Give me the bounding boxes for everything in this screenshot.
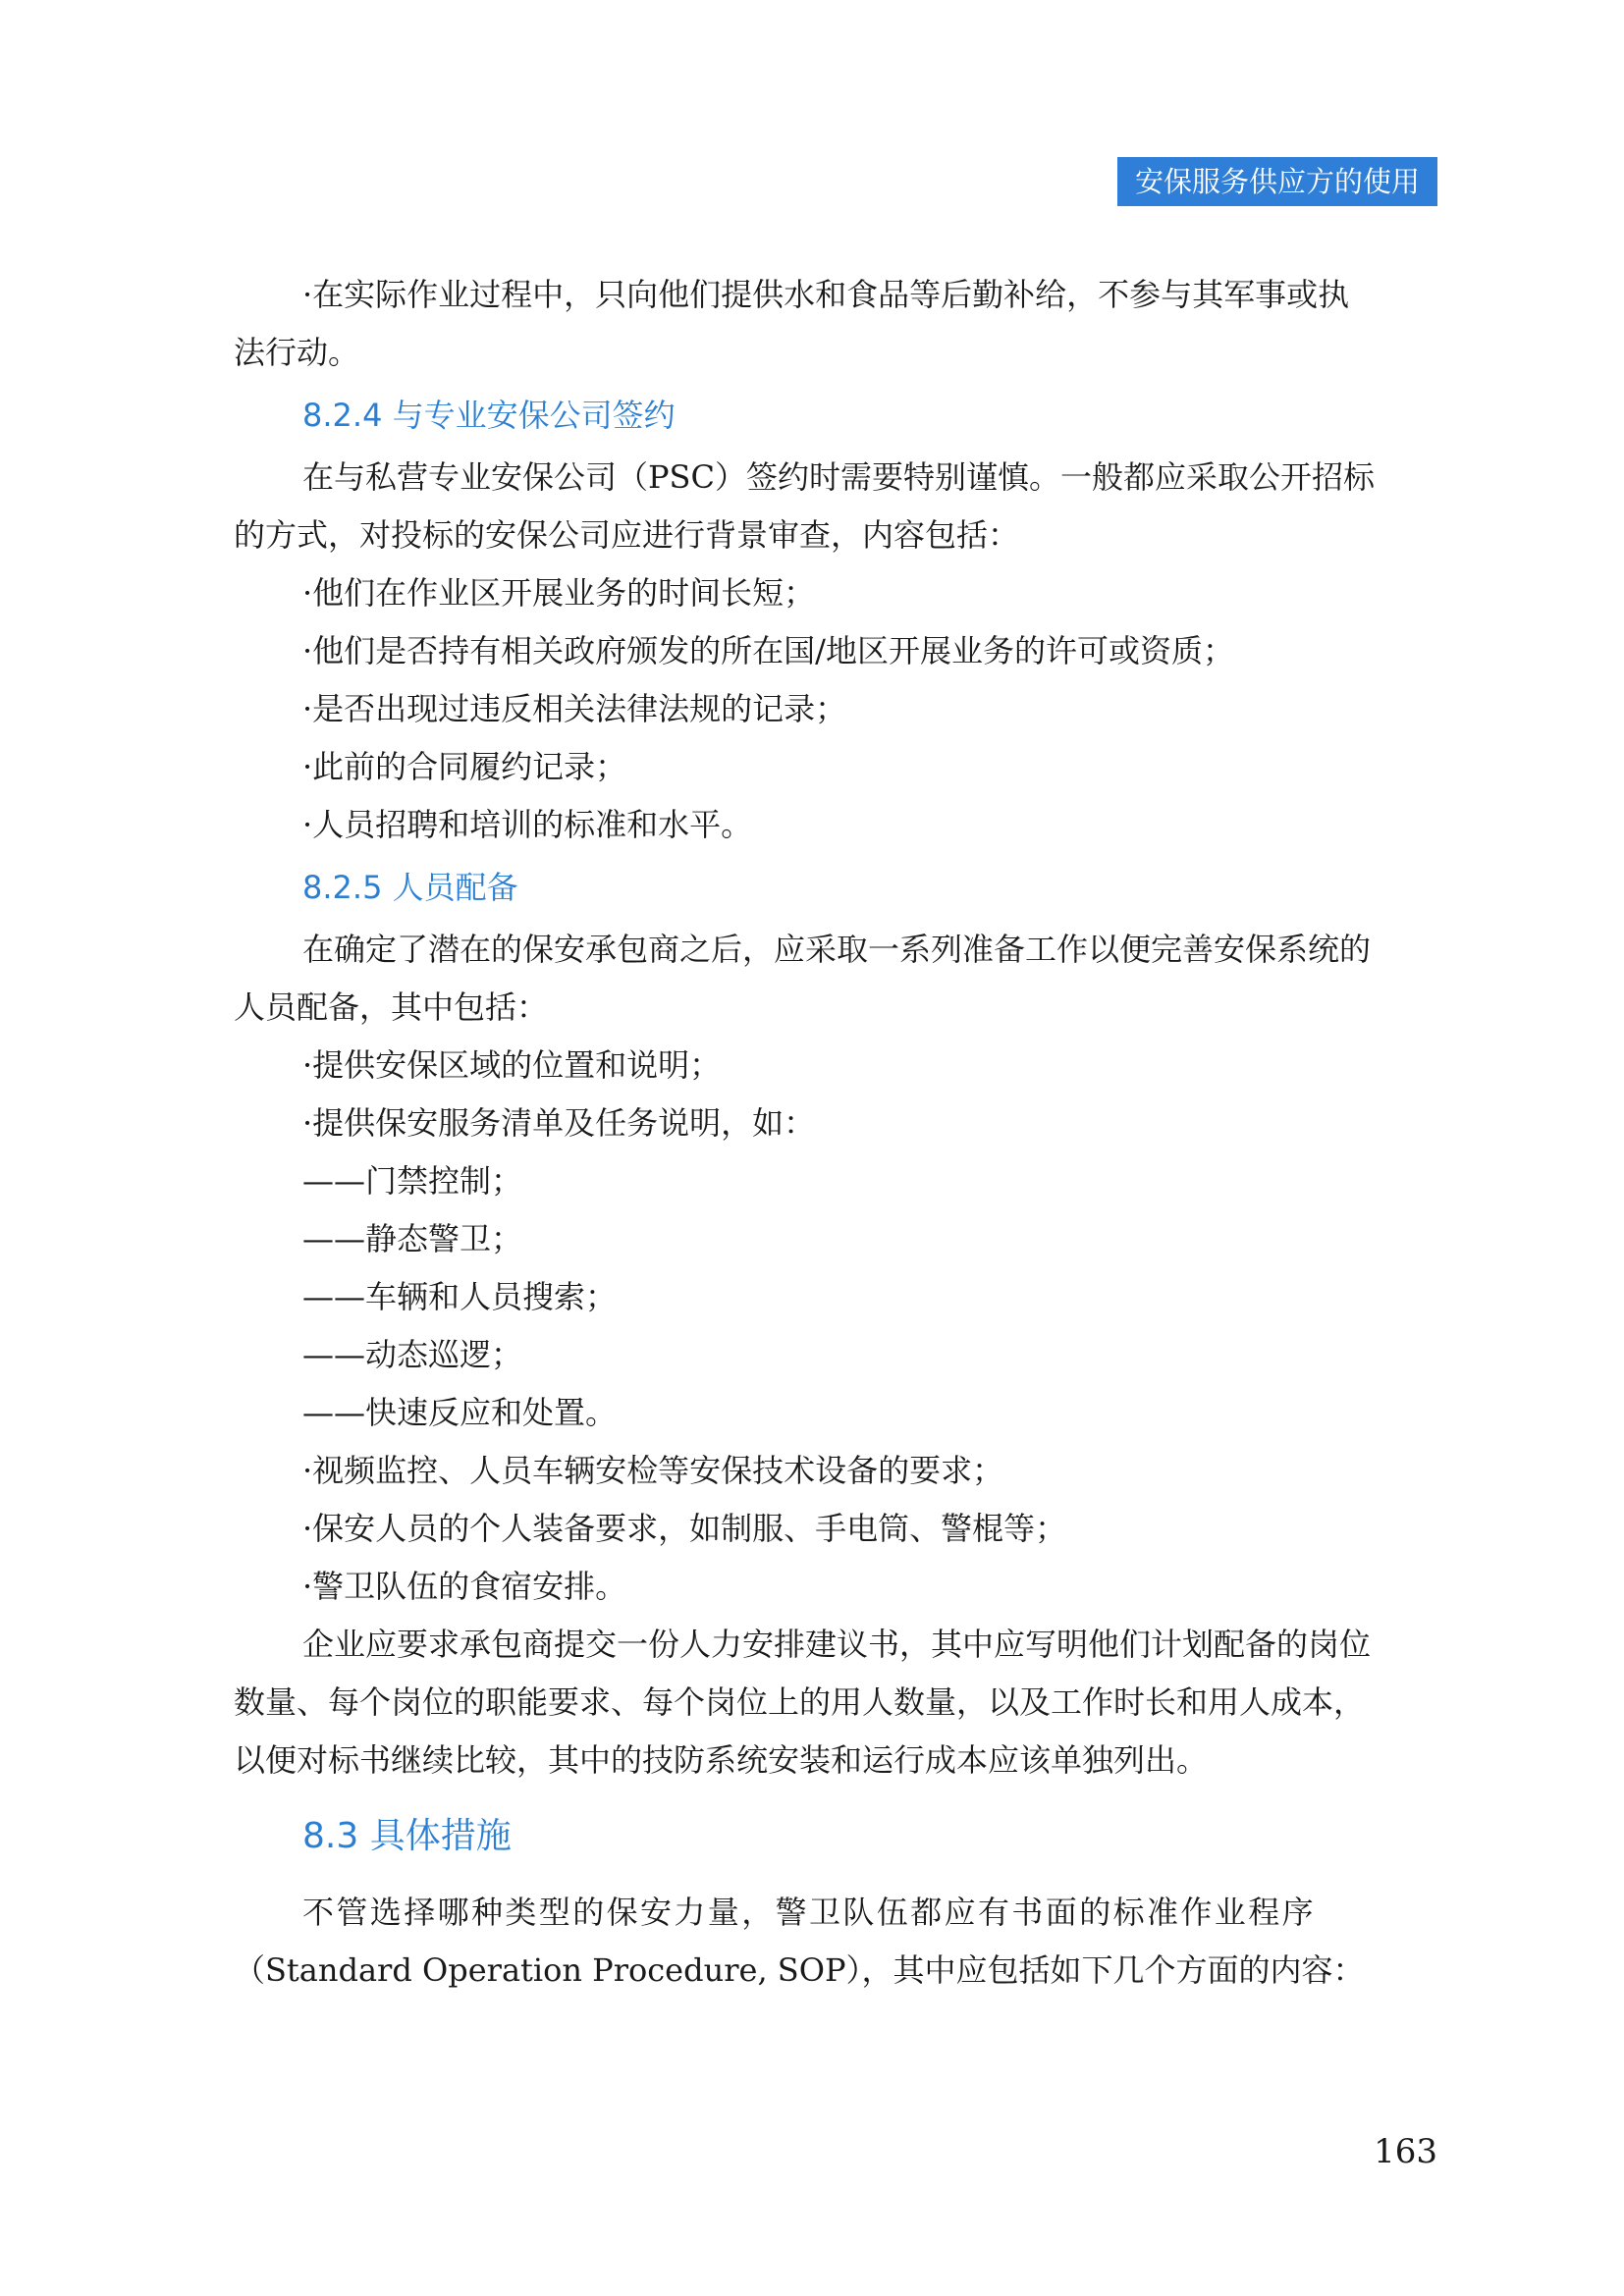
paragraph-line: 以便对标书继续比较，其中的技防系统安装和运行成本应该单独列出。 xyxy=(234,1741,1209,1779)
dash-item: ——门禁控制； xyxy=(302,1162,523,1200)
bullet-item: ·警卫队伍的食宿安排。 xyxy=(302,1568,627,1605)
paragraph-line: 企业应要求承包商提交一份人力安排建议书，其中应写明他们计划配备的岗位 xyxy=(302,1626,1372,1663)
bullet-item: ·是否出现过违反相关法律法规的记录； xyxy=(302,690,847,727)
chapter-tag: 安保服务供应方的使用 xyxy=(1117,157,1437,206)
bullet-text: ·在实际作业过程中，只向他们提供水和食品等后勤补给，不参与其军事或执 xyxy=(302,276,1350,313)
page-number: 163 xyxy=(1374,2132,1437,2171)
section-heading-8-2-4: 8.2.4 与专业安保公司签约 xyxy=(302,397,676,434)
bullet-item: ·视频监控、人员车辆安检等安保技术设备的要求； xyxy=(302,1452,1004,1489)
bullet-item: ·人员招聘和培训的标准和水平。 xyxy=(302,806,753,843)
paragraph-line: （Standard Operation Procedure, SOP），其中应包括如下几个方面的内容： xyxy=(234,1951,1365,1989)
bullet-item: ·他们是否持有相关政府颁发的所在国/地区开展业务的许可或资质； xyxy=(302,632,1234,669)
section-heading-8-3: 8.3 具体措施 xyxy=(302,1816,512,1856)
bullet-item: ·提供安保区域的位置和说明； xyxy=(302,1046,722,1084)
dash-item: ——静态警卫； xyxy=(302,1220,523,1257)
bullet-item: ·他们在作业区开展业务的时间长短； xyxy=(302,574,816,612)
paragraph-line: 数量、每个岗位的职能要求、每个岗位上的用人数量，以及工作时长和用人成本， xyxy=(234,1683,1366,1721)
section-heading-8-2-5: 8.2.5 人员配备 xyxy=(302,869,518,906)
page-body xyxy=(234,266,1437,2000)
bullet-item: ·此前的合同履约记录； xyxy=(302,748,627,785)
paragraph-line: 人员配备，其中包括： xyxy=(234,988,549,1026)
dash-item: ——车辆和人员搜索； xyxy=(302,1278,618,1315)
paragraph-line: 法行动。 xyxy=(234,334,360,371)
paragraph-line: 在确定了潜在的保安承包商之后，应采取一系列准备工作以便完善安保系统的 xyxy=(302,931,1372,968)
paragraph-line: 的方式，对投标的安保公司应进行背景审查，内容包括： xyxy=(234,516,1020,554)
dash-item: ——动态巡逻； xyxy=(302,1336,523,1373)
bullet-item: ·保安人员的个人装备要求，如制服、手电筒、警棍等； xyxy=(302,1510,1067,1547)
dash-item: ——快速反应和处置。 xyxy=(302,1394,618,1431)
paragraph-line: 不管选择哪种类型的保安力量，警卫队伍都应有书面的标准作业程序 xyxy=(302,1894,1317,1931)
bullet-item: ·提供保安服务清单及任务说明，如： xyxy=(302,1104,816,1142)
paragraph-line: 在与私营专业安保公司（PSC）签约时需要特别谨慎。一般都应采取公开招标 xyxy=(302,458,1375,496)
